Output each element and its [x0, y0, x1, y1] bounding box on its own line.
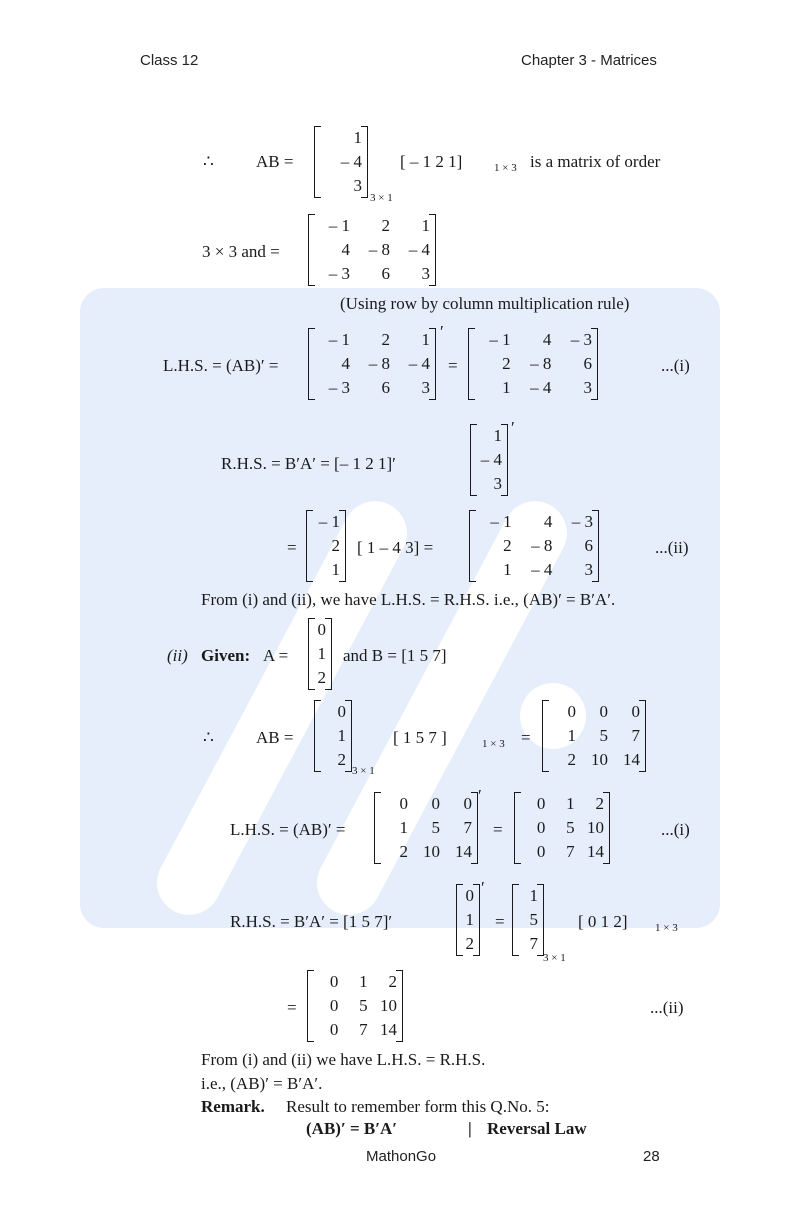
matrix-cell: – 3	[328, 378, 350, 397]
matrix-cell: 2	[399, 842, 408, 861]
matrix-cell: 0	[337, 702, 346, 721]
bracket-right	[501, 424, 508, 496]
matrix-cell: 2	[381, 330, 390, 349]
order-3x1-b: 3 × 1	[352, 765, 375, 777]
bracket-right	[339, 510, 346, 582]
matrix-cell: 4	[341, 240, 350, 259]
matrix-cell: 1	[421, 330, 430, 349]
footer-page-number: 28	[643, 1148, 660, 1165]
equation-tag-i: ...(i)	[661, 356, 690, 375]
matrix-cell: 3	[583, 378, 592, 397]
matrix-cell: 2	[567, 750, 576, 769]
matrix-cell: – 4	[408, 354, 430, 373]
matrix-cell: 2	[502, 354, 511, 373]
header-chapter: Chapter 3 - Matrices	[521, 52, 657, 69]
matrix-cell: 6	[583, 354, 592, 373]
matrix-cell: – 3	[571, 512, 593, 531]
bracket-left	[308, 328, 315, 400]
matrix-cell: 4	[543, 512, 553, 531]
order-3x1: 3 × 1	[370, 192, 393, 204]
conclusion-line-2: From (i) and (ii) we have L.H.S. = R.H.S.	[201, 1050, 486, 1069]
bracket-right	[345, 700, 352, 772]
reversal-law-formula: (AB)′ = B′A′	[306, 1119, 398, 1138]
matrix-cell: 3	[584, 560, 593, 579]
matrix-cell: 5	[359, 996, 368, 1015]
equals-c: =	[521, 728, 531, 747]
bracket-left	[456, 884, 463, 956]
matrix-cell: – 4	[480, 450, 502, 469]
matrix-cell: 7	[529, 934, 538, 953]
matrix-cell: 14	[587, 842, 604, 861]
order-1x3-b: 1 × 3	[482, 738, 505, 750]
matrix-cell: 1	[566, 794, 575, 813]
matrix-cell: – 1	[328, 216, 350, 235]
remark-text: Result to remember form this Q.No. 5:	[286, 1097, 550, 1116]
matrix-cell: 0	[631, 702, 640, 721]
bracket-left	[308, 618, 315, 690]
bracket-right	[537, 884, 544, 956]
bracket-right	[325, 618, 332, 690]
matrix-cell: 0	[317, 620, 326, 639]
ie-line: i.e., (AB)′ = B′A′.	[201, 1074, 323, 1093]
matrix-cell: – 8	[531, 536, 553, 555]
matrix-cell: 2	[595, 794, 604, 813]
matrix-cell: 0	[463, 794, 472, 813]
bracket-right	[603, 792, 610, 864]
matrix-cell: 2	[381, 216, 390, 235]
bracket-left	[514, 792, 521, 864]
matrix-m8	[312, 618, 328, 690]
matrix-cell: 6	[381, 378, 390, 397]
footer-brand: MathonGo	[366, 1148, 437, 1165]
matrix-cell: 2	[317, 668, 326, 687]
matrix-cell: 5	[529, 910, 538, 929]
equals-e: =	[495, 912, 505, 931]
prime-mark-4: ′	[481, 878, 485, 897]
matrix-cell: 0	[536, 818, 546, 837]
matrix-cell: – 8	[368, 354, 390, 373]
matrix-cell: 0	[536, 842, 546, 861]
matrix-cell: 1	[421, 216, 430, 235]
bracket-right	[591, 328, 598, 400]
matrix-cell: – 1	[318, 512, 340, 531]
matrix-cell: 0	[329, 972, 339, 991]
a-equals: A =	[263, 646, 289, 665]
matrix-cell: – 8	[530, 354, 552, 373]
matrix-m11	[378, 792, 474, 864]
statement-order: is a matrix of order	[530, 152, 661, 171]
matrix-cell: 5	[599, 726, 608, 745]
prime-mark-3: ′	[478, 786, 482, 805]
bracket-left	[314, 700, 321, 772]
equation-tag-i-2: ...(i)	[661, 820, 690, 839]
matrix-cell: 1	[502, 378, 511, 397]
matrix-cell: – 4	[530, 378, 552, 397]
matrix-cell: 0	[329, 1020, 339, 1039]
matrix-cell: 3	[421, 378, 430, 397]
bracket-left	[512, 884, 519, 956]
order-3x3-text: 3 × 3 and =	[202, 242, 280, 261]
therefore-symbol-2: ∴	[203, 728, 214, 747]
remark-label: Remark.	[201, 1097, 265, 1116]
bracket-left	[314, 126, 321, 198]
matrix-cell: 10	[591, 750, 608, 769]
matrix-cell: 1	[337, 726, 346, 745]
given-label: Given:	[201, 646, 251, 665]
equals-b: =	[287, 538, 297, 557]
matrix-cell: 7	[566, 842, 575, 861]
therefore-symbol: ∴	[203, 152, 214, 171]
bracket-left	[469, 510, 476, 582]
bracket-right	[471, 792, 478, 864]
matrix-cell: 0	[536, 794, 546, 813]
part-ii-label: (ii)	[167, 646, 188, 665]
matrix-cell: 14	[380, 1020, 397, 1039]
matrix-cell: – 3	[328, 264, 350, 283]
matrix-m2	[312, 214, 432, 286]
matrix-cell: 7	[463, 818, 472, 837]
equation-tag-ii: ...(ii)	[655, 538, 689, 557]
matrix-cell: – 4	[408, 240, 430, 259]
matrix-m3	[312, 328, 432, 400]
order-3x1-c: 3 × 1	[543, 952, 566, 964]
bracket-left	[374, 792, 381, 864]
bracket-right	[592, 510, 599, 582]
matrix-cell: 7	[631, 726, 640, 745]
matrix-cell: 4	[542, 330, 552, 349]
row-vector-mid: [ 1 – 4 3] =	[357, 538, 434, 557]
matrix-cell: 0	[599, 702, 608, 721]
equals-d: =	[493, 820, 503, 839]
order-1x3: 1 × 3	[494, 162, 517, 174]
bracket-right	[639, 700, 646, 772]
matrix-cell: – 1	[490, 512, 512, 531]
conclusion-line-1: From (i) and (ii), we have L.H.S. = R.H.S. i.e., (AB)′ = B′A′.	[201, 590, 616, 609]
matrix-cell: 4	[341, 354, 350, 373]
matrix-cell: 5	[566, 818, 575, 837]
matrix-m6	[310, 510, 342, 582]
prime-mark-1: ′	[440, 322, 444, 341]
matrix-cell: 0	[329, 996, 339, 1015]
bracket-left	[470, 424, 477, 496]
ab-label: AB =	[256, 152, 294, 171]
lhs-label-1: L.H.S. = (AB)′ =	[163, 356, 279, 375]
bracket-left	[308, 214, 315, 286]
order-1x3-c: 1 × 3	[655, 922, 678, 934]
equation-tag-ii-2: ...(ii)	[650, 998, 684, 1017]
matrix-cell: 3	[421, 264, 430, 283]
matrix-cell: 0	[431, 794, 440, 813]
matrix-cell: – 1	[489, 330, 511, 349]
matrix-m7	[473, 510, 595, 582]
matrix-cell: 2	[337, 750, 346, 769]
reversal-law-separator: |	[468, 1119, 472, 1138]
matrix-cell: 1	[465, 910, 474, 929]
row-matrix-b3: [ 0 1 2]	[578, 912, 628, 931]
matrix-cell: 1	[399, 818, 408, 837]
bracket-right	[473, 884, 480, 956]
matrix-cell: 10	[423, 842, 440, 861]
matrix-cell: 6	[381, 264, 390, 283]
row-matrix-b: [ – 1 2 1]	[400, 152, 463, 171]
matrix-cell: – 4	[531, 560, 553, 579]
matrix-cell: 10	[380, 996, 397, 1015]
matrix-m9	[318, 700, 348, 772]
matrix-cell: 2	[331, 536, 340, 555]
equals-f: =	[287, 998, 297, 1017]
matrix-cell: 1	[567, 726, 576, 745]
ab-label-2: AB =	[256, 728, 294, 747]
matrix-cell: 1	[317, 644, 326, 663]
matrix-cell: 1	[359, 972, 368, 991]
matrix-cell: – 8	[368, 240, 390, 259]
rhs-label-1: R.H.S. = B′A′ = [– 1 2 1]′	[221, 454, 396, 473]
bracket-left	[468, 328, 475, 400]
matrix-cell: 2	[503, 536, 512, 555]
matrix-cell: 0	[399, 794, 408, 813]
prime-mark-2: ′	[511, 418, 515, 437]
bracket-right	[429, 214, 436, 286]
matrix-cell: 6	[584, 536, 593, 555]
matrix-cell: 14	[455, 842, 472, 861]
bracket-left	[542, 700, 549, 772]
bracket-left	[307, 970, 314, 1042]
equals-a: =	[448, 356, 458, 375]
matrix-cell: 0	[567, 702, 576, 721]
matrix-cell: 1	[503, 560, 512, 579]
matrix-cell: 2	[388, 972, 397, 991]
row-matrix-b2: [ 1 5 7 ]	[393, 728, 447, 747]
matrix-m1	[318, 126, 364, 198]
matrix-cell: – 3	[570, 330, 592, 349]
matrix-m13	[460, 884, 476, 956]
matrix-m10	[546, 700, 642, 772]
bracket-left	[306, 510, 313, 582]
header-class: Class 12	[140, 52, 199, 69]
matrix-cell: 3	[493, 474, 502, 493]
bracket-right	[396, 970, 403, 1042]
matrix-cell: 5	[431, 818, 440, 837]
matrix-cell: 14	[623, 750, 640, 769]
matrix-m14	[516, 884, 540, 956]
matrix-cell: 3	[353, 176, 362, 195]
b-definition: and B = [1 5 7]	[343, 646, 447, 665]
bracket-right	[429, 328, 436, 400]
bracket-right	[361, 126, 368, 198]
matrix-cell: 0	[465, 886, 474, 905]
lhs-label-2: L.H.S. = (AB)′ =	[230, 820, 346, 839]
matrix-m15	[311, 970, 399, 1042]
matrix-cell: – 4	[340, 152, 362, 171]
matrix-cell: 7	[359, 1020, 368, 1039]
matrix-cell: 1	[493, 426, 502, 445]
matrix-m12	[518, 792, 606, 864]
reversal-law-name: Reversal Law	[487, 1119, 587, 1138]
matrix-cell: 10	[587, 818, 604, 837]
matrix-cell: – 1	[328, 330, 350, 349]
matrix-m4	[472, 328, 594, 400]
matrix-cell: 1	[353, 128, 362, 147]
multiplication-rule-note: (Using row by column multiplication rule)	[340, 294, 630, 313]
matrix-cell: 1	[331, 560, 340, 579]
matrix-m5	[474, 424, 504, 496]
matrix-cell: 1	[529, 886, 538, 905]
matrix-cell: 2	[465, 934, 474, 953]
rhs-label-2: R.H.S. = B′A′ = [1 5 7]′	[230, 912, 393, 931]
